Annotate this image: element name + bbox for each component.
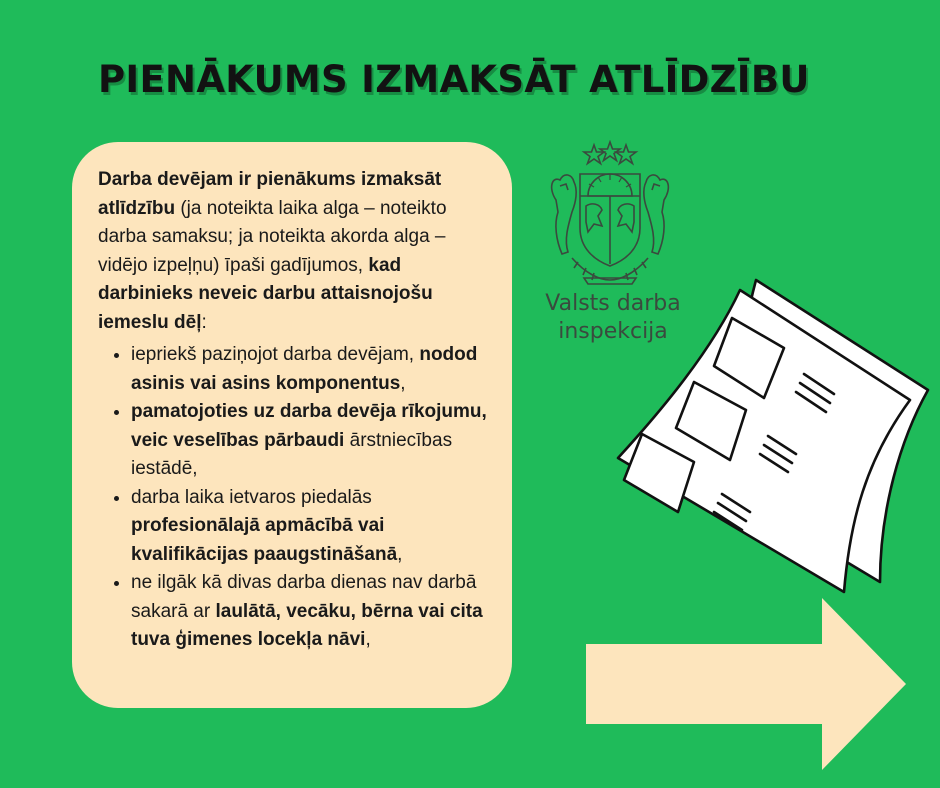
list-item-bold: profesionālajā apmācībā vai kvalifikācijas paaugstināšanā [131,515,398,565]
organization-name-line2: inspekcija [558,319,668,344]
intro-text-1: (ja noteikta laika alga – noteikto darba samaksu; ja noteikta akorda alga – vidējo izpeļņu) īpaši gadījumos, [98,197,447,276]
intro-bold-1: Darba devējam ir pienākums izmaksāt atlīdzību [98,169,442,219]
list-item [131,398,494,484]
info-card [72,142,512,708]
list-item-text: , [365,629,371,650]
list-item-text: ne ilgāk kā divas darba dienas nav darbā sakarā ar [131,572,477,622]
list-item-text: ārstniecības iestādē, [131,429,453,479]
intro-text-2: : [201,311,207,333]
cases-list [98,341,494,655]
intro-bold-2: kad darbinieks neveic darbu attaisnojošu iemeslu dēļ [98,254,433,333]
list-item-bold: laulātā, vecāku, bērna vai cita tuva ģimenes locekļa nāvi [131,600,483,650]
list-item-text: , [397,543,403,565]
documents-icon [580,270,940,610]
organization-name-line1: Valsts darba [545,291,681,316]
list-item [131,484,494,570]
list-item-bold: pamatojoties uz darba devēja rīkojumu, veic veselības pārbaudi [131,401,487,451]
list-item-bold: nodod asinis vai asins komponentus [131,344,478,394]
list-item-text: , [400,372,406,394]
list-item [131,569,494,655]
latvia-coat-of-arms-icon [538,140,682,286]
intro-paragraph [98,166,494,337]
page-title: PIENĀKUMS IZMAKSĀT ATLĪDZĪBU [98,58,810,101]
list-item-text: iepriekš paziņojot darba devējam, [131,344,420,365]
arrow-right-icon [586,598,910,770]
list-item [131,341,494,398]
list-item-text: darba laika ietvaros piedalās [131,486,372,508]
